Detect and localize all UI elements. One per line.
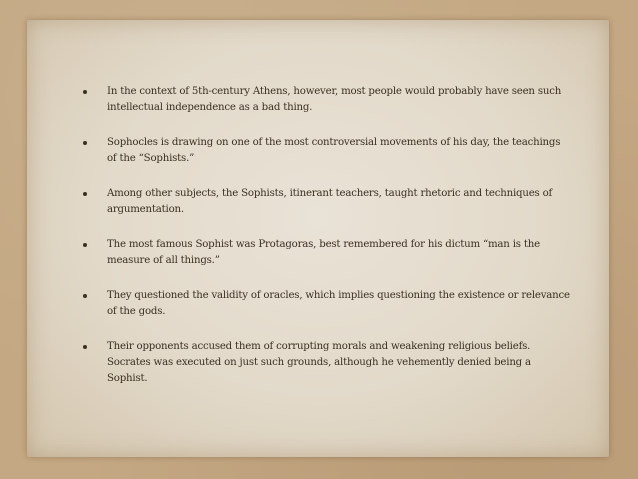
bullet-dot-icon <box>83 90 87 94</box>
bullet-text: In the context of 5th-century Athens, however, most people would probably have seen such intellectual independence as a bad thing. <box>107 86 562 113</box>
bullet-text: Sophocles is drawing on one of the most controversial movements of his day, the teachings of the “Sophists.” <box>107 137 561 164</box>
bullet-text: The most famous Sophist was Protagoras, best remembered for his dictum “man is the measure of all things.” <box>107 239 540 266</box>
bullet-item-5 <box>80 288 570 320</box>
bullet-list <box>80 84 570 406</box>
bullet-item-4 <box>80 237 570 269</box>
bullet-item-3 <box>80 186 570 218</box>
bullet-text: Among other subjects, the Sophists, itinerant teachers, taught rhetoric and techniques of argumentation. <box>107 188 553 215</box>
bullet-item-2 <box>80 135 570 167</box>
bullet-dot-icon <box>83 243 87 247</box>
bullet-dot-icon <box>83 141 87 145</box>
bullet-text: Their opponents accused them of corrupting morals and weakening religious beliefs. Socrates was executed on just such grounds, although he vehemently denied being a Sophist. <box>107 341 531 384</box>
bullet-text: They questioned the validity of oracles, which implies questioning the existence or relevance of the gods. <box>107 290 570 317</box>
bullet-dot-icon <box>83 192 87 196</box>
bullet-dot-icon <box>83 294 87 298</box>
bullet-item-1 <box>80 84 570 116</box>
bullet-dot-icon <box>83 345 87 349</box>
bullet-item-6 <box>80 339 570 387</box>
